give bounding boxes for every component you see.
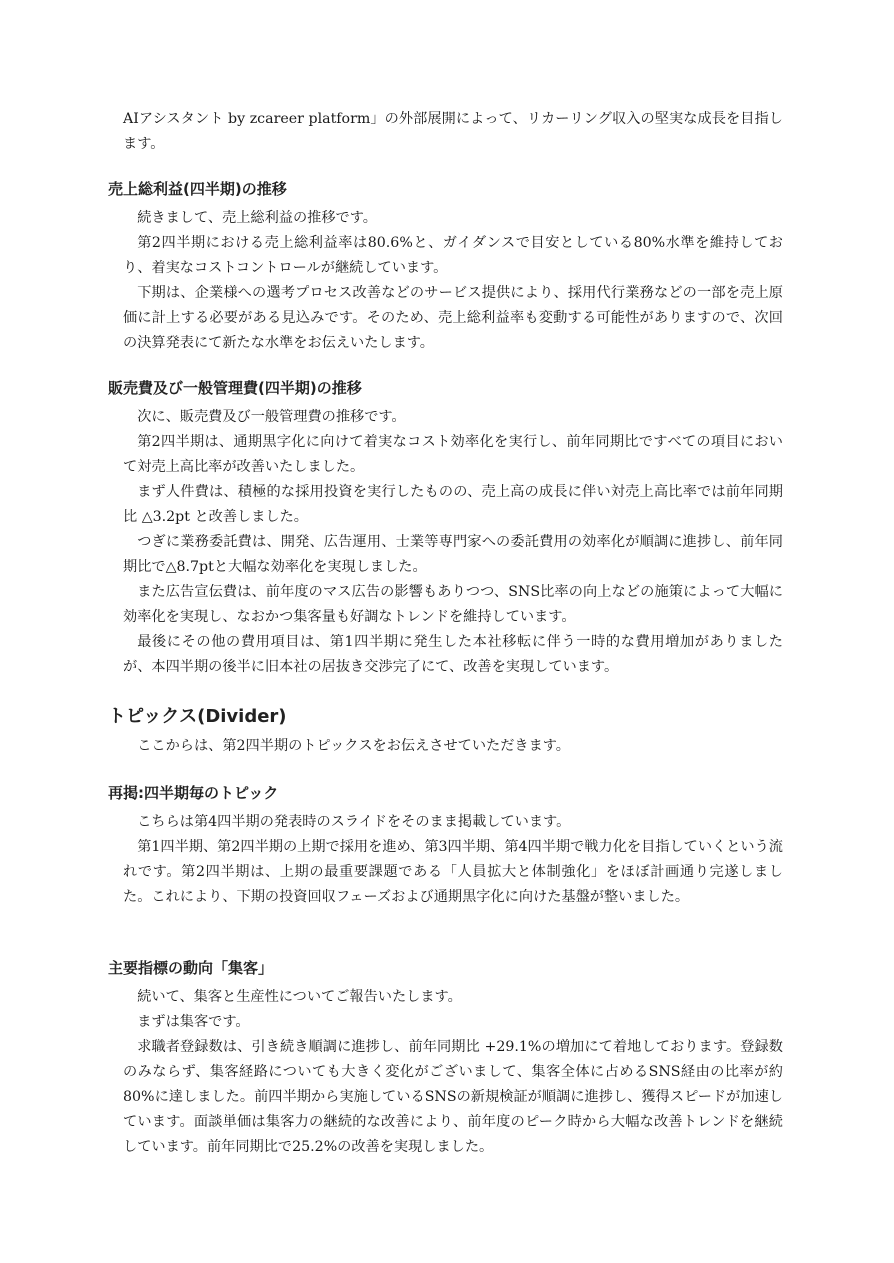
repost-paragraph-1: こちらは第4四半期の発表時のスライドをそのまま掲載しています。 xyxy=(137,814,571,830)
sga-paragraph-3: まず人件費は、積極的な採用投資を実行したものの、売上高の成長に伴い対売上高比率では前年同期比 △3.2pt と改善しました。 xyxy=(123,484,783,525)
sga-paragraph-1: 次に、販売費及び一般管理費の推移です。 xyxy=(137,409,406,425)
sga-paragraph-5: また広告宣伝費は、前年度のマス広告の影響もありつつ、SNS比率の向上などの施策によって大幅に効率化を実現し、なおかつ集客量も好調なトレンドを維持しています。 xyxy=(123,584,783,625)
sga-paragraph-2: 第2四半期は、通期黒字化に向けて着実なコスト効率化を実行し、前年同期比ですべての項目において対売上高比率が改善いたしました。 xyxy=(123,434,783,475)
gross-profit-paragraph-1: 続きまして、売上総利益の推移です。 xyxy=(137,210,377,226)
gross-profit-paragraph-3: 下期は、企業様への選考プロセス改善などのサービス提供により、採用代行業務などの一部を売上原価に計上する必要がある見込みです。そのため、売上総利益率も変動する可能性がありますので、次回の決算発表にて新たな水準をお伝えいたします。 xyxy=(123,285,783,351)
sga-paragraph-6: 最後にその他の費用項目は、第1四半期に発生した本社移転に伴う一時的な費用増加がありましたが、本四半期の後半に旧本社の居抜き交渉完了にて、改善を実現しています。 xyxy=(123,634,783,675)
topics-heading: トピックス(Divider) xyxy=(108,706,287,727)
repost-heading: 再掲:四半期毎のトピック xyxy=(108,784,279,802)
kpi-paragraph-2: まずは集客です。 xyxy=(137,1014,250,1030)
kpi-paragraph-3: 求職者登録数は、引き続き順調に進捗し、前年同期比 +29.1%の増加にて着地しております。登録数のみならず、集客経路についても大きく変化がございまして、集客全体に占めるSNS経由の比率が約80%に達しました。前四半期から実施しているSNSの新規検証が順調に進捗し、獲得スピードが加速しています。面談単価は集客力の継続的な改善により、前年度のピーク時から大幅な改善トレンドを継続しています。前年同期比で25.2%の改善を実現しました。 xyxy=(123,1039,783,1155)
sga-paragraph-4: つぎに業務委託費は、開発、広告運用、士業等専門家への委託費用の効率化が順調に進捗し、前年同期比で△8.7ptと大幅な効率化を実現しました。 xyxy=(123,534,783,575)
kpi-heading: 主要指標の動向「集客」 xyxy=(108,959,274,977)
intro-paragraph: AIアシスタント by zcareer platform」の外部展開によって、リカーリング収入の堅実な成長を目指します。 xyxy=(123,111,783,152)
gross-profit-heading: 売上総利益(四半期)の推移 xyxy=(108,180,287,198)
sga-heading: 販売費及び一般管理費(四半期)の推移 xyxy=(108,379,362,397)
kpi-paragraph-1: 続いて、集客と生産性についてご報告いたします。 xyxy=(137,989,462,1005)
repost-paragraph-2: 第1四半期、第2四半期の上期で採用を進め、第3四半期、第4四半期で戦力化を目指していくという流れです。第2四半期は、上期の最重要課題である「人員拡大と体制強化」をほぼ計画通り完遂しました。これにより、下期の投資回収フェーズおよび通期黒字化に向けた基盤が整いました。 xyxy=(123,839,783,905)
topics-paragraph-1: ここからは、第2四半期のトピックスをお伝えさせていただきます。 xyxy=(137,738,570,754)
gross-profit-paragraph-2: 第2四半期における売上総利益率は80.6%と、ガイダンスで目安としている80%水準を維持しており、着実なコストコントロールが継続しています。 xyxy=(123,235,783,276)
